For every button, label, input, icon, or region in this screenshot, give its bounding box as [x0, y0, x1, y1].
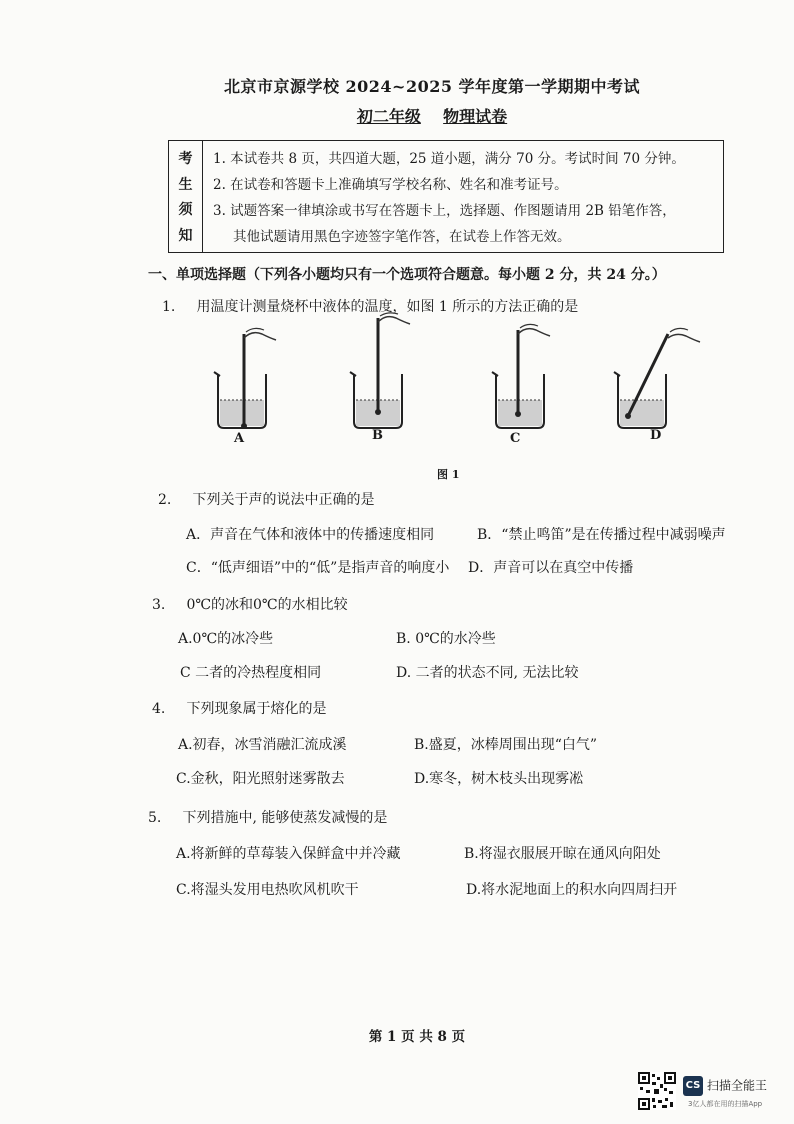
notice-label [169, 141, 203, 252]
option-5c: C.将湿头发用电热吹风机吹干 [176, 882, 359, 898]
question-number: 3. [152, 597, 166, 613]
figure-caption: 图 1 [437, 468, 460, 481]
question-4 [152, 698, 326, 718]
option-4d: D.寒冬，树木枝头出现雾凇 [414, 771, 584, 787]
notice-line-4: 其他试题请用黑色字迹签字笔作答，在试卷上作答无效。 [233, 229, 571, 245]
beaker-b [350, 313, 410, 428]
question-stem: 下列措施中, 能够使蒸发减慢的是 [182, 810, 388, 826]
beaker-a [214, 328, 276, 429]
option-5a: A.将新鲜的草莓装入保鲜盒中并冷藏 [176, 846, 401, 862]
notice-label-char: 须 [178, 202, 193, 219]
exam-subtitle [0, 104, 794, 127]
question-number: 5. [148, 810, 162, 826]
notice-label-char: 考 [178, 150, 193, 167]
question-number: 2. [158, 492, 172, 508]
scanner-tagline: 3亿人都在用的扫描App [688, 1100, 763, 1108]
scanner-brand [683, 1076, 767, 1096]
grade-label: 初二年级 [356, 107, 421, 126]
question-stem: 下列现象属于熔化的是 [186, 701, 327, 717]
notice-line-3: 3. 试题答案一律填涂或书写在答题卡上，选择题、作图题请用 2B 铅笔作答， [213, 203, 676, 219]
option-4c: C.金秋，阳光照射迷雾散去 [176, 771, 345, 787]
option-2b: B．“禁止鸣笛”是在传播过程中减弱噪声 [477, 527, 726, 543]
figure-label-b: B [372, 428, 383, 443]
question-stem: 下列关于声的说法中正确的是 [192, 492, 375, 508]
question-number: 4. [152, 701, 166, 717]
figure-label-a: A [234, 431, 245, 446]
option-3d: D. 二者的状态不同, 无法比较 [396, 665, 579, 681]
option-4a: A.初春，冰雪消融汇流成溪 [178, 737, 347, 753]
camscanner-logo-icon: CS [683, 1076, 703, 1096]
figure-label-c: C [510, 431, 521, 446]
option-3b: B. 0℃的水冷些 [396, 631, 496, 647]
section-heading: 一、单项选择题（下列各小题均只有一个选项符合题意。每小题 2 分，共 24 分。） [148, 267, 666, 283]
question-5 [148, 807, 387, 827]
notice-line-2: 2. 在试卷和答题卡上准确填写学校名称、姓名和准考证号。 [213, 177, 568, 193]
figure-label-d: D [650, 428, 662, 443]
beaker-c [492, 324, 550, 428]
exam-title: 北京市京源学校 2024~2025 学年度第一学期期中考试 [223, 77, 641, 96]
subject-label: 物理试卷 [443, 107, 508, 126]
question-number: 1. [162, 299, 176, 315]
option-2d: D．声音可以在真空中传播 [468, 560, 634, 576]
option-3c: C 二者的冷热程度相同 [180, 665, 322, 681]
notice-label-char: 知 [178, 228, 193, 245]
notice-line-1: 1. 本试卷共 8 页，共四道大题，25 道小题，满分 70 分。考试时间 70 分钟。 [213, 151, 685, 167]
question-stem: 用温度计测量烧杯中液体的温度，如图 1 所示的方法正确的是 [196, 299, 579, 315]
option-2a: A．声音在气体和液体中的传播速度相同 [186, 527, 435, 543]
qr-code-icon [638, 1072, 676, 1110]
page-number: 第 1 页 共 8 页 [368, 1029, 466, 1045]
option-5b: B.将湿衣服展开晾在通风向阳处 [464, 846, 661, 862]
option-4b: B.盛夏，冰棒周围出现“白气” [414, 737, 598, 753]
option-5d: D.将水泥地面上的积水向四周扫开 [466, 882, 678, 898]
option-2c: C．“低声细语”中的“低”是指声音的响度小 [186, 560, 450, 576]
question-stem: 0℃的冰和0℃的水相比较 [186, 597, 348, 613]
option-3a: A.0℃的冰冷些 [178, 631, 274, 647]
figure-1-thermometers [200, 312, 720, 452]
scanner-brand-name: 扫描全能王 [707, 1078, 768, 1093]
notice-lines [203, 141, 723, 252]
question-2 [158, 489, 374, 509]
exam-notice-box [168, 140, 724, 253]
beaker-d [614, 328, 700, 428]
question-3 [152, 594, 348, 614]
notice-label-char: 生 [178, 176, 193, 193]
